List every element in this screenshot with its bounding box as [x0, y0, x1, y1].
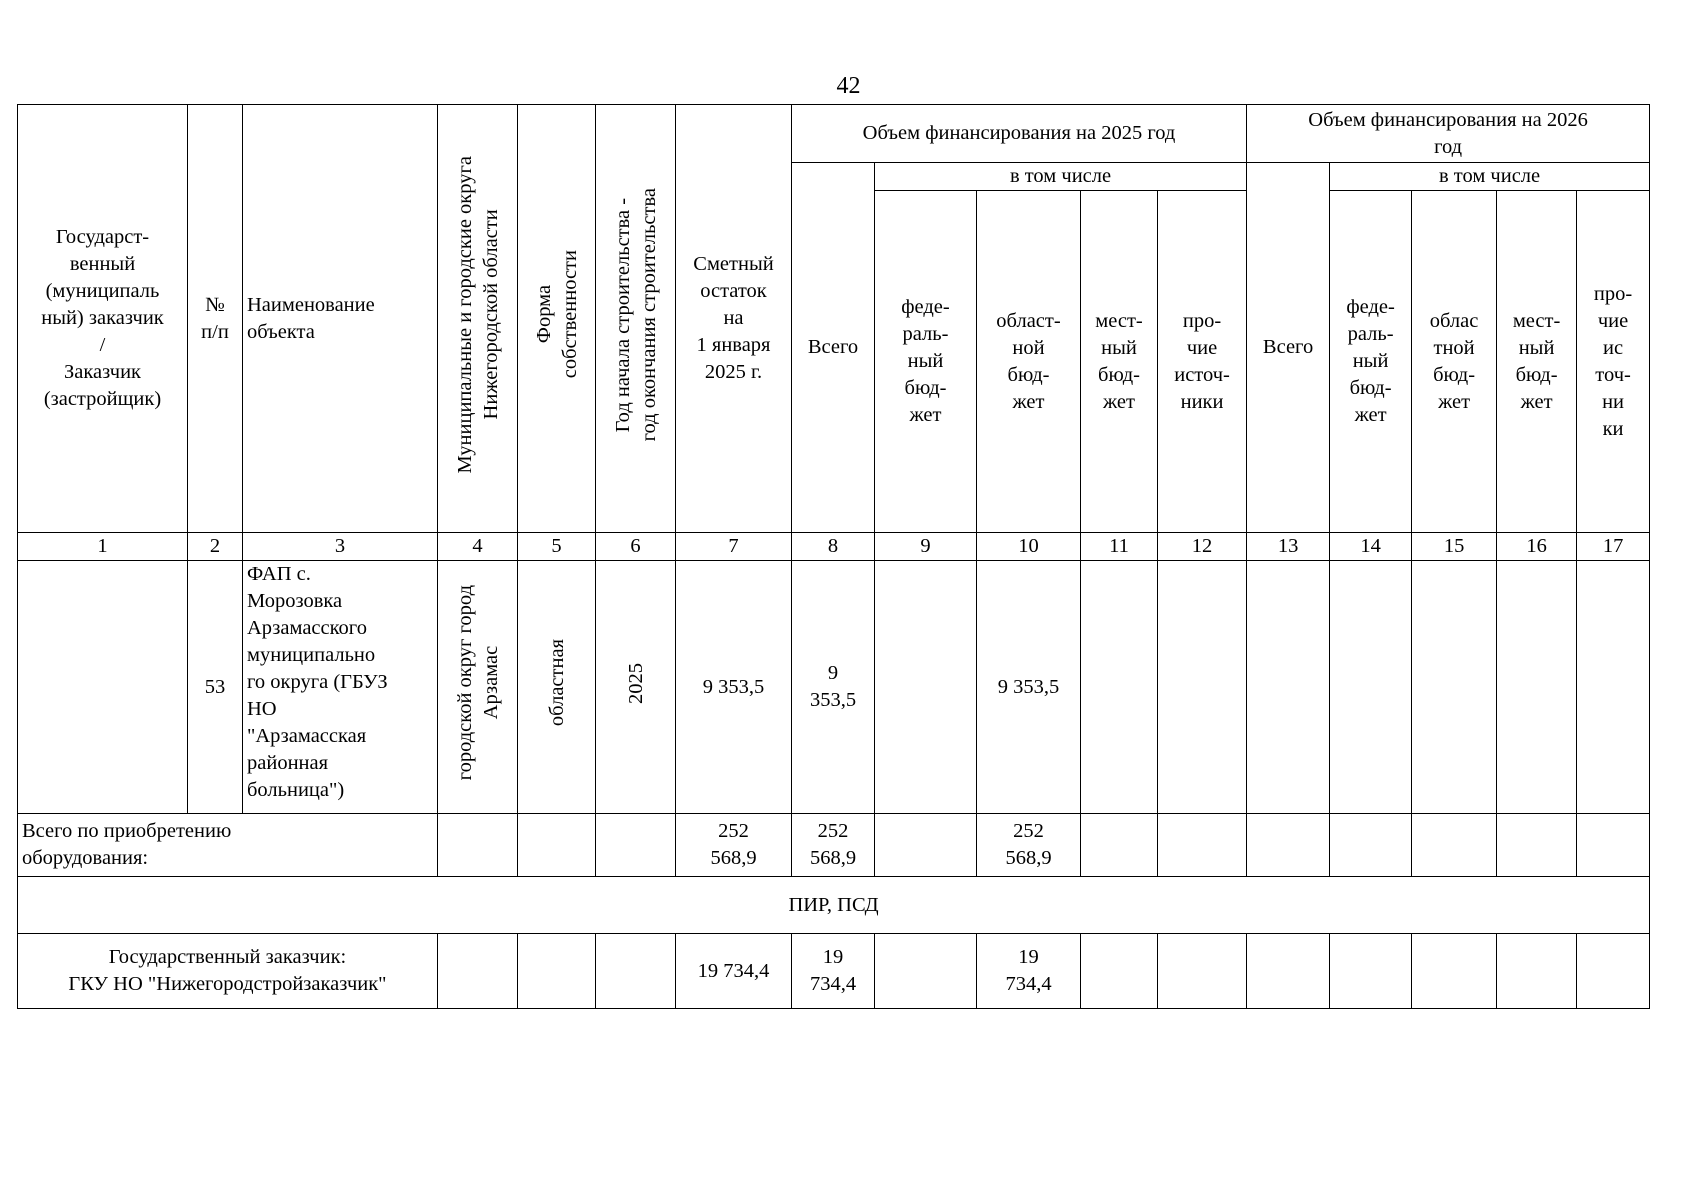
cell-empty — [518, 934, 596, 1009]
cell-empty — [1412, 561, 1497, 814]
header-regional-2026: облас тной бюд- жет — [1412, 191, 1497, 533]
header-total-2025: Всего — [792, 163, 875, 533]
object-name: ФАП с. Морозовка Арзамасского муниципально го округа (ГБУЗ НО "Арзамасская районная больница") — [243, 561, 438, 814]
cell-empty — [1497, 934, 1577, 1009]
header-other-2026: про- чие ис точ- ни ки — [1577, 191, 1650, 533]
cell-empty — [1330, 561, 1412, 814]
cell-empty — [1158, 814, 1247, 877]
financing-table — [17, 104, 1650, 1009]
cell-empty — [1081, 934, 1158, 1009]
header-fin-2026: Объем финансирования на 2026 год — [1247, 105, 1650, 163]
cell-empty — [875, 934, 977, 1009]
column-number: 17 — [1577, 533, 1650, 561]
header-years: Год начала строительства - год окончания строительства — [596, 105, 676, 533]
total-equipment-estimate: 252 568,9 — [676, 814, 792, 877]
ownership: областная — [518, 561, 596, 814]
cell-empty — [596, 814, 676, 877]
page-number: 42 — [836, 73, 861, 99]
estimate-value: 9 353,5 — [676, 561, 792, 814]
column-number: 10 — [977, 533, 1081, 561]
column-number: 2 — [188, 533, 243, 561]
table-row-gov-customer — [18, 934, 1650, 1009]
table-row-total-equipment — [18, 814, 1650, 877]
cell-empty — [1081, 814, 1158, 877]
cell-empty — [1577, 814, 1650, 877]
column-number: 16 — [1497, 533, 1577, 561]
gov-customer-regional-2025: 19 734,4 — [977, 934, 1081, 1009]
column-number: 6 — [596, 533, 676, 561]
column-number: 9 — [875, 533, 977, 561]
cell-empty — [1158, 561, 1247, 814]
header-federal-2026: феде- раль- ный бюд- жет — [1330, 191, 1412, 533]
cell-empty — [18, 561, 188, 814]
column-number: 11 — [1081, 533, 1158, 561]
cell-empty — [1412, 934, 1497, 1009]
header-local-2026: мест- ный бюд- жет — [1497, 191, 1577, 533]
header-row-1 — [18, 105, 1650, 163]
column-number: 8 — [792, 533, 875, 561]
section-row — [18, 877, 1650, 934]
header-other-2025: про- чие источ- ники — [1158, 191, 1247, 533]
total-equipment-label: Всего по приобретению оборудования: — [18, 814, 438, 877]
cell-empty — [1330, 934, 1412, 1009]
cell-empty — [1497, 814, 1577, 877]
cell-empty — [1330, 814, 1412, 877]
cell-empty — [1158, 934, 1247, 1009]
cell-empty — [1412, 814, 1497, 877]
column-number: 12 — [1158, 533, 1247, 561]
header-municipality: Муниципальные и городские округа Нижегородской области — [438, 105, 518, 533]
municipality: городской округ город Арзамас — [438, 561, 518, 814]
column-numbers-row — [18, 533, 1650, 561]
header-total-2026: Всего — [1247, 163, 1330, 533]
column-number: 13 — [1247, 533, 1330, 561]
cell-empty — [875, 561, 977, 814]
regional-2025-value: 9 353,5 — [977, 561, 1081, 814]
cell-empty — [875, 814, 977, 877]
header-ownership: Форма собственности — [518, 105, 596, 533]
cell-empty — [1247, 561, 1330, 814]
column-number: 7 — [676, 533, 792, 561]
column-number: 3 — [243, 533, 438, 561]
header-object-name: Наименование объекта — [243, 105, 438, 533]
cell-empty — [1577, 934, 1650, 1009]
header-regional-2025: област- ной бюд- жет — [977, 191, 1081, 533]
column-number: 14 — [1330, 533, 1412, 561]
gov-customer-estimate: 19 734,4 — [676, 934, 792, 1009]
section-title: ПИР, ПСД — [18, 877, 1650, 934]
row-number: 53 — [188, 561, 243, 814]
cell-empty — [438, 934, 518, 1009]
cell-empty — [438, 814, 518, 877]
cell-empty — [518, 814, 596, 877]
column-number: 1 — [18, 533, 188, 561]
column-number: 15 — [1412, 533, 1497, 561]
gov-customer-label: Государственный заказчик: ГКУ НО "Нижегородстройзаказчик" — [18, 934, 438, 1009]
cell-empty — [1577, 561, 1650, 814]
gov-customer-2025: 19 734,4 — [792, 934, 875, 1009]
cell-empty — [1497, 561, 1577, 814]
cell-empty — [1081, 561, 1158, 814]
column-number: 5 — [518, 533, 596, 561]
total-equipment-2025: 252 568,9 — [792, 814, 875, 877]
table-row — [18, 561, 1650, 814]
cell-empty — [1247, 934, 1330, 1009]
column-number: 4 — [438, 533, 518, 561]
construction-years: 2025 — [596, 561, 676, 814]
header-including-2025: в том числе — [875, 163, 1247, 191]
total-equipment-regional-2025: 252 568,9 — [977, 814, 1081, 877]
header-including-2026: в том числе — [1330, 163, 1650, 191]
cell-empty — [1247, 814, 1330, 877]
total-2025-value: 9 353,5 — [792, 561, 875, 814]
header-estimate: Сметный остаток на 1 января 2025 г. — [676, 105, 792, 533]
header-fin-2025: Объем финансирования на 2025 год — [792, 105, 1247, 163]
cell-empty — [596, 934, 676, 1009]
header-num: № п/п — [188, 105, 243, 533]
header-customer: Государст- венный (муниципаль ный) заказчик / Заказчик (застройщик) — [18, 105, 188, 533]
header-federal-2025: феде- раль- ный бюд- жет — [875, 191, 977, 533]
header-local-2025: мест- ный бюд- жет — [1081, 191, 1158, 533]
